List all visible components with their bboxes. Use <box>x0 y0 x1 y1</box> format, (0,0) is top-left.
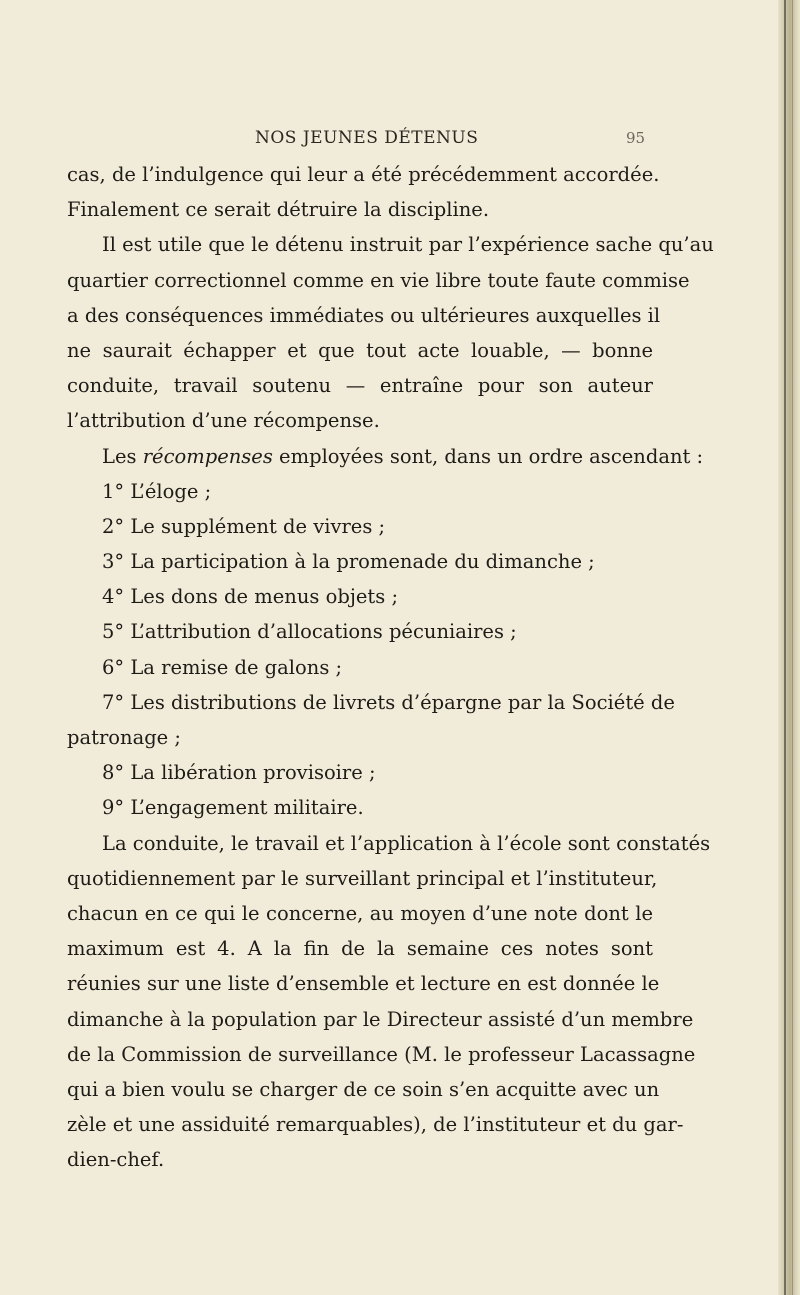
running-title: NOS JEUNES DÉTENUS <box>255 128 479 148</box>
text-line: conduite, travail soutenu — entraîne pour son auteur <box>67 374 653 398</box>
text-line: quotidiennement par le surveillant principal et l’instituteur, <box>67 866 658 890</box>
page-number: 95 <box>626 129 646 147</box>
list-item: 4° Les dons de menus objets ; <box>102 585 399 609</box>
text-line: ne saurait échapper et que tout acte louable, — bonne <box>67 338 653 362</box>
text-fragment: employées sont, dans un ordre ascendant : <box>272 444 704 468</box>
list-item: 8° La libération provisoire ; <box>102 761 376 785</box>
list-item: 7° Les distributions de livrets d’épargne par la Société de <box>102 690 675 714</box>
text-line: dimanche à la population par le Directeur assisté d’un membre <box>67 1007 694 1031</box>
page-header <box>0 128 800 152</box>
text-line: réunies sur une liste d’ensemble et lecture en est donnée le <box>67 972 660 996</box>
text-line: l’attribution d’une récompense. <box>67 409 380 433</box>
text-line <box>67 439 704 474</box>
text-line: a des conséquences immédiates ou ultérieures auxquelles il <box>67 303 661 327</box>
text-line: dien-chef. <box>67 1148 165 1172</box>
list-item: 6° La remise de galons ; <box>102 655 343 679</box>
list-item: 3° La participation à la promenade du dimanche ; <box>102 550 595 574</box>
text-line: Il est utile que le détenu instruit par l’expérience sache qu’au <box>102 233 714 257</box>
body-text <box>67 157 714 1177</box>
text-line: Finalement ce serait détruire la discipline. <box>67 198 490 222</box>
text-line: qui a bien voulu se charger de ce soin s’en acquitte avec un <box>67 1077 660 1101</box>
list-item: 1° L’éloge ; <box>102 479 212 503</box>
text-line: quartier correctionnel comme en vie libre toute faute commise <box>67 268 690 292</box>
text-line: zèle et une assiduité remarquables), de l’instituteur et du gar- <box>67 1113 684 1137</box>
text-line: de la Commission de surveillance (M. le professeur Lacassagne <box>67 1042 696 1066</box>
text-line: maximum est 4. A la fin de la semaine ces notes sont <box>67 937 653 961</box>
italic-term: récompenses <box>142 444 273 468</box>
list-item: 2° Le supplément de vivres ; <box>102 514 386 538</box>
page-edge <box>778 0 800 1295</box>
list-item-continuation: patronage ; <box>67 726 181 749</box>
text-line: La conduite, le travail et l’application à l’école sont constatés <box>102 831 711 855</box>
text-fragment: Les <box>102 444 143 468</box>
text-line: cas, de l’indulgence qui leur a été précédemment accordée. <box>67 163 660 186</box>
text-line: chacun en ce qui le concerne, au moyen d’une note dont le <box>67 901 653 925</box>
list-item: 9° L’engagement militaire. <box>102 796 364 820</box>
list-item: 5° L’attribution d’allocations pécuniaires ; <box>102 620 517 644</box>
